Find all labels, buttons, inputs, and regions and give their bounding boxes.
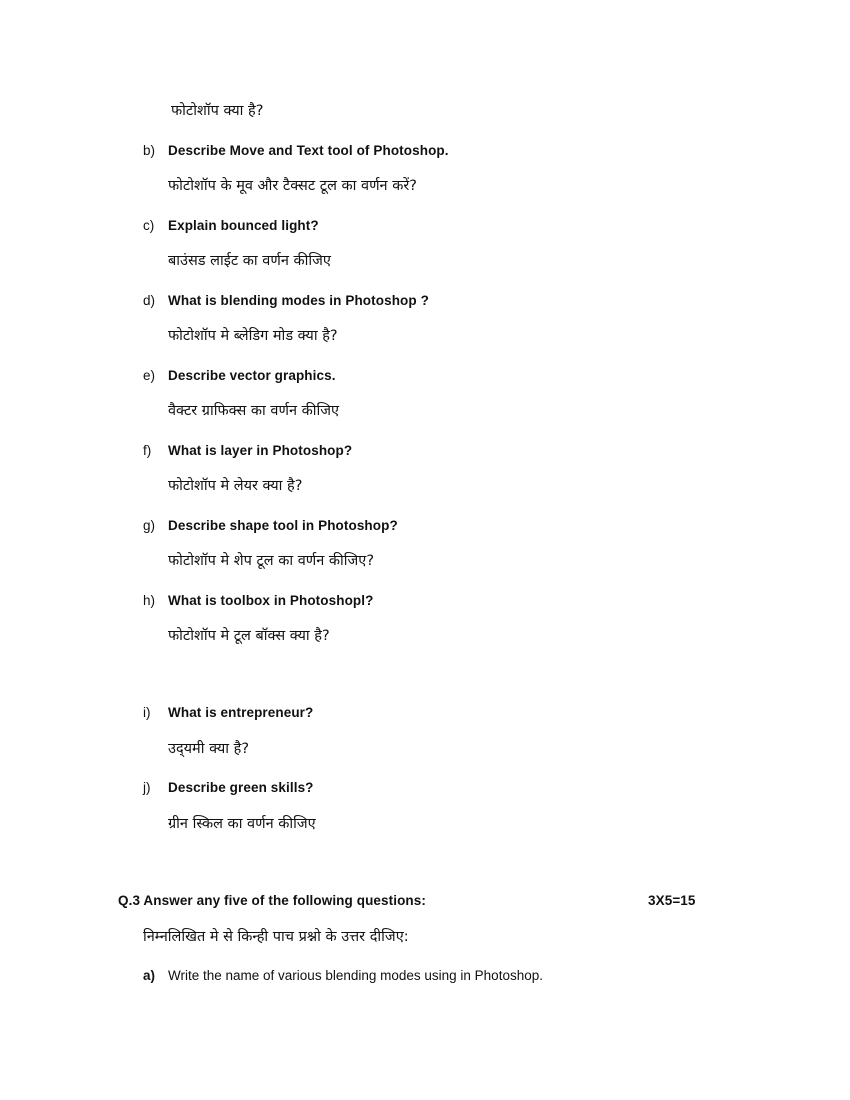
q3-hindi-instruction: निम्नलिखित मे से किन्ही पाच प्रश्नो के उत्तर दीजिए: [143,929,409,945]
question-h-hindi: फोटोशॉप मे टूल बॉक्स क्या है? [168,628,330,644]
question-a-hindi: फोटोशॉप क्या है? [171,103,264,119]
q3-marks: 3X5=15 [648,893,696,908]
question-e-hindi: वैक्टर ग्राफिक्स का वर्णन कीजिए [168,403,340,419]
question-j-hindi: ग्रीन स्किल का वर्णन कीजिए [168,816,316,832]
question-c-hindi: बाउंसड लाईट का वर्णन कीजिए [168,253,331,269]
question-b-hindi: फोटोशॉप के मूव और टैक्सट टूल का वर्णन करें? [168,178,417,194]
question-c-label: c) [143,218,155,233]
question-h-label: h) [143,593,156,608]
question-f-text: What is layer in Photoshop? [168,443,353,458]
question-e-text: Describe vector graphics. [168,368,336,383]
question-c-text: Explain bounced light? [168,218,319,233]
question-b-label: b) [143,143,156,158]
question-h-text: What is toolbox in Photoshopl? [168,593,374,608]
q3-a-label: a) [143,968,156,983]
question-e-label: e) [143,368,156,383]
q3-a-text: Write the name of various blending modes using in Photoshop. [168,968,543,983]
question-j-label: j) [143,780,151,795]
question-d-label: d) [143,293,156,308]
question-f-label: f) [143,443,152,458]
question-d-hindi: फोटोशॉप मे ब्लेडिग मोड क्या है? [168,328,338,344]
question-b-text: Describe Move and Text tool of Photoshop. [168,143,449,158]
q3-heading: Q.3 Answer any five of the following questions: [118,893,426,908]
question-f-hindi: फोटोशॉप मे लेयर क्या है? [168,478,303,494]
question-g-text: Describe shape tool in Photoshop? [168,518,398,533]
question-i-text: What is entrepreneur? [168,705,314,720]
question-g-label: g) [143,518,156,533]
question-g-hindi: फोटोशॉप मे शेप टूल का वर्णन कीजिए? [168,553,375,569]
question-i-hindi: उद्‍यमी क्या है? [168,741,250,757]
question-i-label: i) [143,705,151,720]
question-j-text: Describe green skills? [168,780,314,795]
question-d-text: What is blending modes in Photoshop ? [168,293,429,308]
